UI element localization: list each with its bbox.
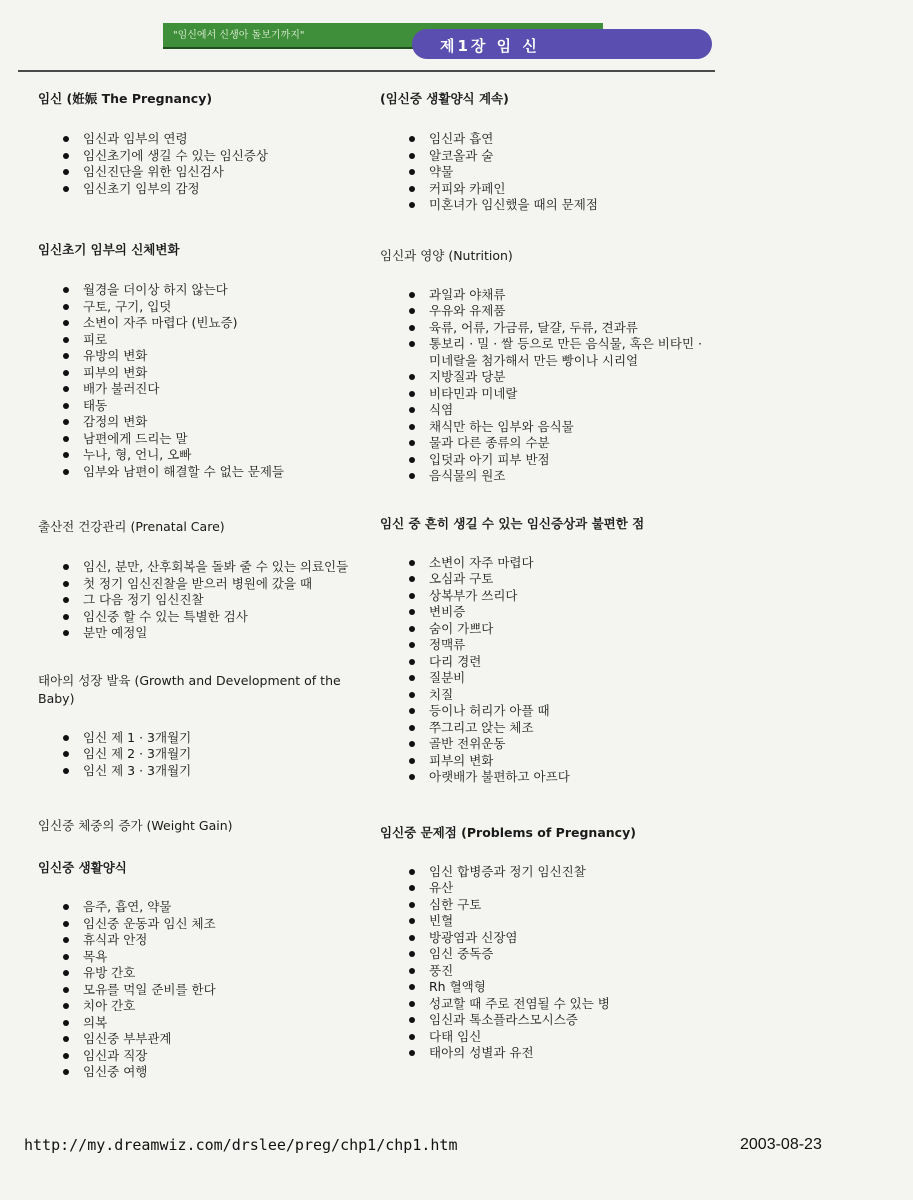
list-item: 정맥류 [406, 637, 710, 654]
list-item: 소변이 자주 마렵다 (빈뇨증) [60, 315, 368, 332]
item-list [60, 730, 368, 780]
list-item: 그 다음 정기 임신진찰 [60, 592, 368, 609]
header-divider [18, 70, 715, 72]
section-title: 임신초기 임부의 신체변화 [38, 242, 180, 257]
section-title: 임신중 체중의 증가 (Weight Gain) [38, 818, 233, 833]
section-title: (임신중 생활양식 계속) [380, 91, 509, 106]
section-prenatal-care [38, 518, 368, 642]
list-item: 임신진단을 위한 임신검사 [60, 164, 368, 181]
chapter-title: 제1장 임 신 [440, 37, 540, 55]
list-item: 다태 임신 [406, 1029, 710, 1046]
left-column [38, 90, 368, 1081]
list-item: 남편에게 드리는 말 [60, 431, 368, 448]
section-nutrition [380, 247, 710, 485]
list-item: 소변이 자주 마렵다 [406, 555, 710, 572]
list-item: 누나, 형, 언니, 오빠 [60, 447, 368, 464]
item-list [60, 559, 368, 642]
list-item: 미혼녀가 임신했을 때의 문제점 [406, 197, 710, 214]
list-item: 심한 구토 [406, 897, 710, 914]
list-item: 배가 불러진다 [60, 381, 368, 398]
list-item: 치아 간호 [60, 998, 368, 1015]
section-title: 태아의 성장 발육 (Growth and Development of the Baby) [38, 672, 341, 706]
list-item: 유방 간호 [60, 965, 368, 982]
list-item: 분만 예정일 [60, 625, 368, 642]
list-item: 임신과 흡연 [406, 131, 710, 148]
list-item: 성교할 때 주로 전염될 수 있는 병 [406, 996, 710, 1013]
item-list [60, 899, 368, 1081]
list-item: Rh 혈액형 [406, 979, 710, 996]
list-item: 임신중 부부관계 [60, 1031, 368, 1048]
list-item: 치질 [406, 687, 710, 704]
list-item: 임신과 임부의 연령 [60, 131, 368, 148]
list-item: 유방의 변화 [60, 348, 368, 365]
list-item: 오심과 구토 [406, 571, 710, 588]
item-list [406, 287, 710, 485]
list-item: 임부와 남편이 해결할 수 없는 문제들 [60, 464, 368, 481]
list-item: 휴식과 안정 [60, 932, 368, 949]
list-item: 비타민과 미네랄 [406, 386, 710, 403]
list-item: 임신중 운동과 임신 체조 [60, 916, 368, 933]
list-item: 지방질과 당분 [406, 369, 710, 386]
list-item: 임신 제 1 · 3개월기 [60, 730, 368, 747]
section-title: 임신과 영양 (Nutrition) [380, 247, 513, 263]
list-item: 커피와 카페인 [406, 181, 710, 198]
list-item: 임신, 분만, 산후회복을 돌봐 줄 수 있는 의료인들 [60, 559, 368, 576]
list-item: 쭈그리고 앉는 체조 [406, 720, 710, 737]
list-item: 상복부가 쓰리다 [406, 588, 710, 605]
list-item: 유산 [406, 880, 710, 897]
list-item: 임신 제 2 · 3개월기 [60, 746, 368, 763]
list-item: 첫 정기 임신진찰을 받으러 병원에 갔을 때 [60, 576, 368, 593]
list-item: 통보리 · 밀 · 쌀 등으로 만든 음식물, 혹은 비타민 · 미네랄을 첨가해서 만든 빵이나 시리얼 [406, 336, 710, 369]
list-item: 태동 [60, 398, 368, 415]
chapter-title-bar [412, 29, 712, 59]
list-item: 월경을 더이상 하지 않는다 [60, 282, 368, 299]
list-item: 채식만 하는 임부와 음식물 [406, 419, 710, 436]
list-item: 풍진 [406, 963, 710, 980]
list-item: 목욕 [60, 949, 368, 966]
section-title: 임신중 문제점 (Problems of Pregnancy) [380, 824, 636, 840]
section-baby-growth [38, 672, 368, 780]
section-weight-gain [38, 817, 368, 835]
list-item: 육류, 어류, 가금류, 달걀, 두류, 견과류 [406, 320, 710, 337]
list-item: 우유와 유제품 [406, 303, 710, 320]
list-item: 임신과 톡소플라스모시스증 [406, 1012, 710, 1029]
list-item: 임신중 할 수 있는 특별한 검사 [60, 609, 368, 626]
list-item: 등이나 허리가 아플 때 [406, 703, 710, 720]
list-item: 알코올과 술 [406, 148, 710, 165]
section-early-body-changes [38, 241, 368, 480]
list-item: 임신과 직장 [60, 1048, 368, 1065]
list-item: 임신초기에 생길 수 있는 임신증상 [60, 148, 368, 165]
book-title: "임신에서 신생아 돌보기까지" [173, 30, 305, 41]
list-item: 임신초기 임부의 감정 [60, 181, 368, 198]
list-item: 입덧과 아기 피부 반점 [406, 452, 710, 469]
list-item: 식염 [406, 402, 710, 419]
list-item: 임신 중독증 [406, 946, 710, 963]
item-list [60, 282, 368, 480]
section-title: 임신 (姙娠 The Pregnancy) [38, 91, 213, 106]
footer-url: http://my.dreamwiz.com/drslee/preg/chp1/chp1.htm [24, 1136, 458, 1154]
list-item: 과일과 야채류 [406, 287, 710, 304]
item-list [60, 131, 368, 197]
list-item: 태아의 성별과 유전 [406, 1045, 710, 1062]
footer-date: 2003-08-23 [740, 1136, 822, 1153]
list-item: 임신중 여행 [60, 1064, 368, 1081]
list-item: 물과 다른 종류의 수분 [406, 435, 710, 452]
list-item: 감정의 변화 [60, 414, 368, 431]
list-item: 방광염과 신장염 [406, 930, 710, 947]
list-item: 아랫배가 불편하고 아프다 [406, 769, 710, 786]
section-pregnancy [38, 90, 368, 197]
list-item: 의복 [60, 1015, 368, 1032]
list-item: 모유를 먹일 준비를 한다 [60, 982, 368, 999]
list-item: 구토, 구기, 입덧 [60, 299, 368, 316]
section-title: 임신중 생활양식 [38, 860, 127, 875]
list-item: 피부의 변화 [60, 365, 368, 382]
item-list [406, 864, 710, 1062]
list-item: 피부의 변화 [406, 753, 710, 770]
section-pregnancy-problems [380, 824, 710, 1062]
list-item: 변비증 [406, 604, 710, 621]
section-lifestyle [38, 859, 368, 1081]
list-item: 피로 [60, 332, 368, 349]
list-item: 다리 경련 [406, 654, 710, 671]
list-item: 음식물의 원조 [406, 468, 710, 485]
section-title: 임신 중 흔히 생길 수 있는 임신증상과 불편한 점 [380, 515, 645, 531]
right-column [380, 90, 710, 1062]
section-common-symptoms [380, 515, 710, 786]
section-title: 출산전 건강관리 (Prenatal Care) [38, 519, 225, 534]
list-item: 질분비 [406, 670, 710, 687]
item-list [406, 555, 710, 786]
list-item: 임신 제 3 · 3개월기 [60, 763, 368, 780]
list-item: 빈혈 [406, 913, 710, 930]
list-item: 임신 합병증과 정기 임신진찰 [406, 864, 710, 881]
item-list [406, 131, 710, 214]
list-item: 숨이 가쁘다 [406, 621, 710, 638]
section-lifestyle-continued [380, 90, 710, 214]
list-item: 약물 [406, 164, 710, 181]
list-item: 음주, 흡연, 약물 [60, 899, 368, 916]
list-item: 골반 전위운동 [406, 736, 710, 753]
